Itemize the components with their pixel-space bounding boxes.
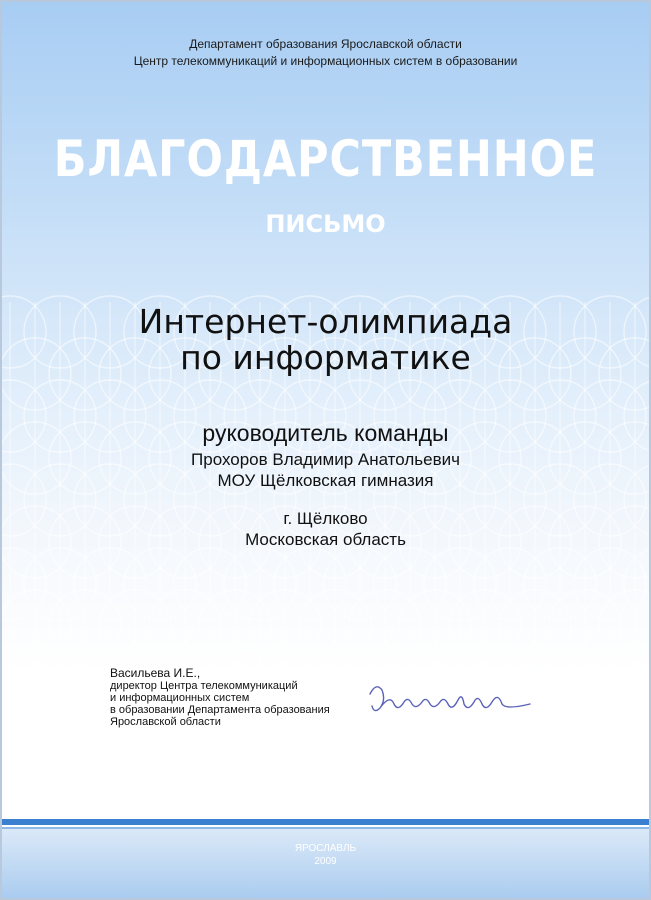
signer-block [110,666,330,728]
footer-city: ЯРОСЛАВЛЬ [294,843,357,854]
signer-title-2: и информационных систем [110,692,250,704]
issuer-center: Центр телекоммуникаций и информационных систем в образовании [133,54,518,68]
recipient-name: Прохоров Владимир Анатольевич [191,450,460,469]
location-city: г. Щёлково [283,509,368,528]
event-line-2: по информатике [180,338,471,377]
pattern-circle [624,548,651,620]
document-subtitle: ПИСЬМО [265,210,386,238]
handwritten-signature [360,674,540,724]
location-region: Московская область [245,530,406,549]
signer-title-3: в образовании Департамента образования [110,704,330,716]
pattern-circle [2,590,71,662]
signer-title-4: Ярославской области [110,716,221,728]
event-name [2,304,649,376]
recipient-role: руководитель команды [202,420,449,446]
recipient-block [2,449,649,491]
issuer-header [2,36,649,70]
signer-name: Васильева И.Е., [110,666,201,680]
location-block [2,508,649,550]
pattern-circle [624,632,651,704]
signer-title-1: директор Центра телекоммуникаций [110,680,298,692]
pattern-circle [599,590,651,662]
issuer-department: Департамент образования Ярославской области [189,37,462,51]
footer-year: 2009 [314,856,337,867]
footer-text [2,842,649,868]
recipient-school: МОУ Щёлковская гимназия [217,471,434,490]
footer-band-line [2,819,649,825]
document-title: БЛАГОДАРСТВЕННОЕ [53,130,598,188]
event-line-1: Интернет-олимпиада [138,302,513,341]
